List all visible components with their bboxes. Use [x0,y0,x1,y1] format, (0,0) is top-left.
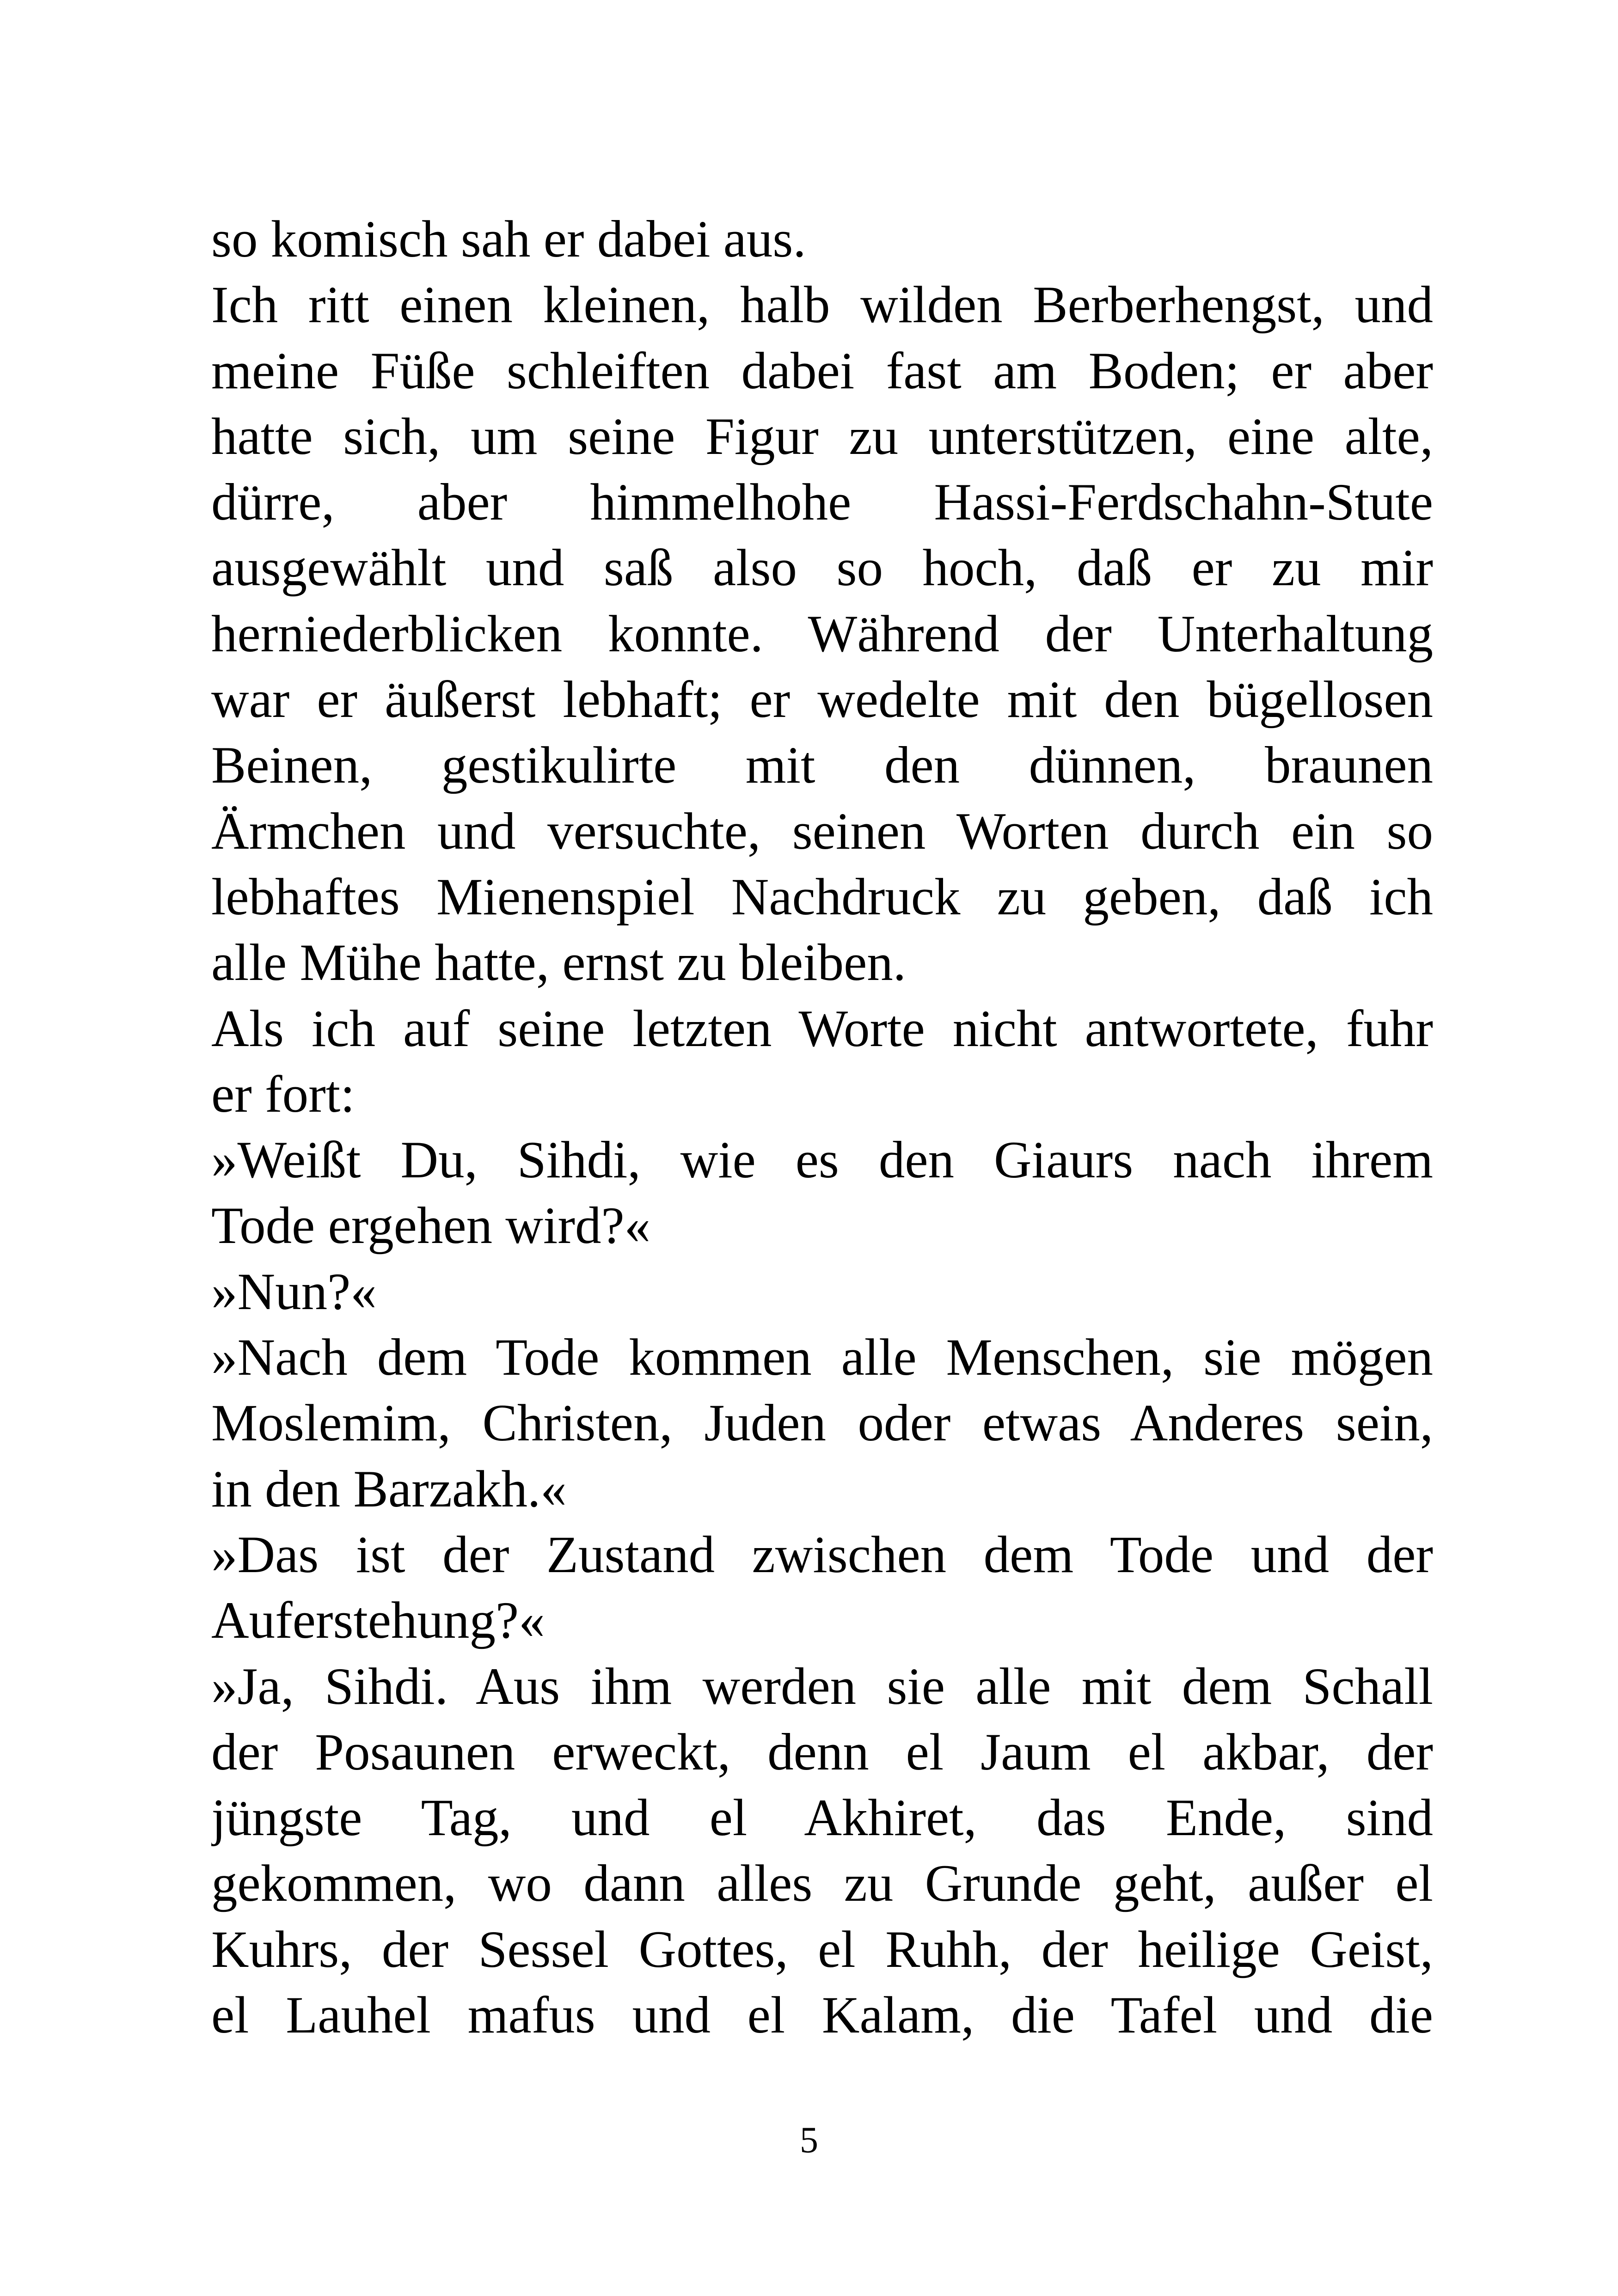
text-line: Ärmchen und versuchte, seinen Worten durch ein so [211,802,1433,860]
text-line: »Weißt Du, Sihdi, wie es den Giaurs nach ihrem [211,1131,1433,1189]
text-line: Tode ergehen wird?« [211,1197,651,1255]
text-line: meine Füße schleiften dabei fast am Boden; er aber [211,342,1433,400]
page-number: 5 [800,2120,818,2161]
text-line: lebhaftes Mienenspiel Nachdruck zu geben, daß ich [211,868,1433,926]
text-line: jüngste Tag, und el Akhiret, das Ende, sind [211,1789,1433,1847]
text-line: er fort: [211,1065,355,1123]
text-line: der Posaunen erweckt, denn el Jaum el akbar, der [211,1723,1433,1781]
text-line: el Lauhel mafus und el Kalam, die Tafel und die [211,1986,1433,2045]
body-text [211,207,1433,2048]
text-line: Moslemim, Christen, Juden oder etwas Anderes sein, [211,1394,1433,1452]
text-line: »Ja, Sihdi. Aus ihm werden sie alle mit dem Schall [211,1657,1433,1715]
text-line: »Das ist der Zustand zwischen dem Tode und der [211,1525,1433,1584]
text-line: in den Barzakh.« [211,1460,567,1518]
text-line: dürre, aber himmelhohe Hassi-Ferdschahn-Stute [211,473,1433,532]
text-line: ausgewählt und saß also so hoch, daß er zu mir [211,539,1433,597]
text-line: hatte sich, um seine Figur zu unterstützen, eine alte, [211,407,1433,465]
text-line: Beinen, gestikulirte mit den dünnen, braunen [211,736,1433,795]
text-line: Auferstehung?« [211,1592,545,1650]
text-line: gekommen, wo dann alles zu Grunde geht, außer el [211,1855,1433,1913]
text-line: alle Mühe hatte, ernst zu bleiben. [211,934,906,992]
text-line: herniederblicken konnte. Während der Unterhaltung [211,605,1433,663]
text-line: war er äußerst lebhaft; er wedelte mit den bügellosen [211,671,1433,729]
text-line: Als ich auf seine letzten Worte nicht antwortete, fuhr [211,999,1433,1058]
text-line: »Nun?« [211,1262,377,1321]
text-line: Kuhrs, der Sessel Gottes, el Ruhh, der heilige Geist, [211,1920,1433,1978]
text-line: so komisch sah er dabei aus. [211,210,806,268]
text-line: Ich ritt einen kleinen, halb wilden Berberhengst, und [211,276,1433,334]
text-line: »Nach dem Tode kommen alle Menschen, sie mögen [211,1329,1433,1387]
